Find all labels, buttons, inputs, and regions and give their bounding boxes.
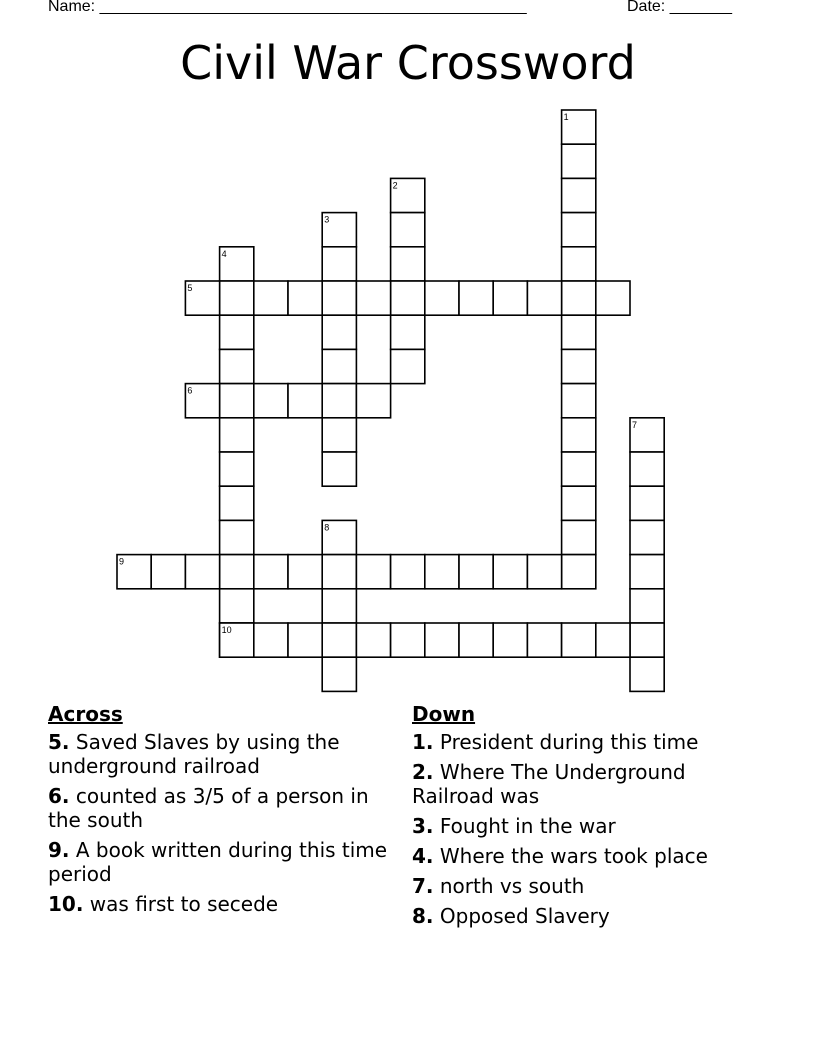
crossword-cell[interactable] [562, 418, 596, 452]
crossword-cell[interactable] [459, 281, 493, 315]
clue-down-1 [412, 730, 772, 754]
clue-text: Saved Slaves by using the underground railroad [48, 730, 340, 778]
crossword-cell[interactable] [185, 555, 219, 589]
crossword-cell[interactable] [220, 315, 254, 349]
clue-number: 6. [48, 784, 70, 808]
clue-text: counted as 3/5 of a person in the south [48, 784, 369, 832]
crossword-cell[interactable] [220, 247, 254, 281]
crossword-cell[interactable] [562, 349, 596, 383]
across-heading: Across [48, 702, 123, 726]
page-title: Civil War Crossword [180, 36, 636, 90]
crossword-cell[interactable] [630, 486, 664, 520]
down-heading: Down [412, 702, 476, 726]
crossword-cell[interactable] [151, 555, 185, 589]
crossword-cell[interactable] [288, 555, 322, 589]
crossword-cell[interactable] [322, 623, 356, 657]
clue-text: was first to secede [89, 892, 279, 916]
clue-down-2 [412, 760, 772, 808]
crossword-cell[interactable] [356, 281, 390, 315]
crossword-cell[interactable] [254, 281, 288, 315]
crossword-cell[interactable] [493, 555, 527, 589]
cell-number: 8 [324, 522, 330, 533]
crossword-cell[interactable] [562, 623, 596, 657]
crossword-cell[interactable] [254, 623, 288, 657]
crossword-cell[interactable] [322, 452, 356, 486]
crossword-cell[interactable] [630, 589, 664, 623]
crossword-cell[interactable] [185, 281, 219, 315]
crossword-cell[interactable] [220, 384, 254, 418]
crossword-cell[interactable] [562, 555, 596, 589]
crossword-cell[interactable] [220, 281, 254, 315]
clue-number: 3. [412, 814, 434, 838]
clue-down-3 [412, 814, 772, 838]
crossword-cell[interactable] [220, 486, 254, 520]
clue-number: 4. [412, 844, 434, 868]
crossword-cell[interactable] [630, 452, 664, 486]
crossword-cell[interactable] [562, 486, 596, 520]
clue-number: 1. [412, 730, 434, 754]
crossword-cell[interactable] [391, 213, 425, 247]
crossword-cell[interactable] [391, 178, 425, 212]
crossword-cell[interactable] [562, 178, 596, 212]
clue-text: Where The Underground Railroad was [412, 760, 686, 808]
crossword-cell[interactable] [117, 555, 151, 589]
crossword-cell[interactable] [527, 555, 561, 589]
crossword-cell[interactable] [322, 315, 356, 349]
cell-number: 10 [221, 625, 232, 635]
crossword-cell[interactable] [322, 349, 356, 383]
crossword-cell[interactable] [459, 623, 493, 657]
crossword-cell[interactable] [322, 555, 356, 589]
clue-down-4 [412, 844, 772, 868]
crossword-cell[interactable] [220, 349, 254, 383]
clue-text: north vs south [439, 874, 585, 898]
crossword-cell[interactable] [562, 384, 596, 418]
crossword-cell[interactable] [391, 349, 425, 383]
crossword-cell[interactable] [459, 555, 493, 589]
crossword-cell[interactable] [630, 555, 664, 589]
clue-text: Opposed Slavery [439, 904, 610, 928]
crossword-cell[interactable] [630, 418, 664, 452]
crossword-cell[interactable] [322, 281, 356, 315]
name-field-label: Name: ________________________________________________ [48, 0, 527, 15]
crossword-cell[interactable] [630, 520, 664, 554]
crossword-cell[interactable] [391, 623, 425, 657]
crossword-cell[interactable] [220, 623, 254, 657]
clue-across-10 [48, 892, 388, 916]
clue-text: A book written during this time period [48, 838, 388, 886]
clue-number: 9. [48, 838, 70, 862]
crossword-cell[interactable] [254, 384, 288, 418]
crossword-cell[interactable] [185, 384, 219, 418]
cell-number: 1 [563, 112, 569, 122]
crossword-cell[interactable] [562, 247, 596, 281]
crossword-cell[interactable] [322, 247, 356, 281]
crossword-cell[interactable] [356, 623, 390, 657]
crossword-cell[interactable] [220, 520, 254, 554]
crossword-cell[interactable] [562, 281, 596, 315]
crossword-cell[interactable] [220, 555, 254, 589]
clue-text: Where the wars took place [439, 844, 708, 868]
clue-text: President during this time [439, 730, 699, 754]
crossword-cell[interactable] [630, 657, 664, 691]
crossword-cell[interactable] [562, 452, 596, 486]
crossword-cell[interactable] [493, 281, 527, 315]
down-clues [412, 702, 772, 934]
crossword-cell[interactable] [562, 520, 596, 554]
crossword-cell[interactable] [425, 281, 459, 315]
clue-text: Fought in the war [439, 814, 616, 838]
date-field-label: Date: _______ [627, 0, 732, 15]
crossword-cell[interactable] [288, 384, 322, 418]
cell-number: 7 [632, 419, 638, 430]
crossword-cell[interactable] [288, 281, 322, 315]
crossword-cell[interactable] [562, 213, 596, 247]
clue-number: 10. [48, 892, 84, 916]
crossword-cell[interactable] [425, 555, 459, 589]
crossword-cell[interactable] [562, 315, 596, 349]
across-clues [48, 702, 388, 922]
crossword-cell[interactable] [220, 418, 254, 452]
crossword-cell[interactable] [356, 384, 390, 418]
crossword-cell[interactable] [425, 623, 459, 657]
crossword-cell[interactable] [322, 213, 356, 247]
cell-number: 4 [221, 248, 227, 259]
crossword-cell[interactable] [562, 144, 596, 178]
clue-number: 2. [412, 760, 434, 784]
cell-number: 5 [187, 283, 193, 293]
crossword-cell[interactable] [596, 623, 630, 657]
cell-number: 3 [324, 214, 330, 225]
clue-number: 5. [48, 730, 70, 754]
crossword-cell[interactable] [220, 452, 254, 486]
crossword-cell[interactable] [356, 555, 390, 589]
crossword-cell[interactable] [391, 247, 425, 281]
crossword-cell[interactable] [254, 555, 288, 589]
crossword-cell[interactable] [322, 418, 356, 452]
crossword-cell[interactable] [630, 623, 664, 657]
crossword-cell[interactable] [562, 110, 596, 144]
cell-number: 2 [392, 180, 398, 191]
worksheet-header [48, 0, 748, 18]
clue-across-5 [48, 730, 388, 778]
crossword-cell[interactable] [322, 589, 356, 623]
crossword-cell[interactable] [527, 623, 561, 657]
cell-number: 6 [187, 385, 193, 396]
clue-across-9 [48, 838, 388, 886]
crossword-cell[interactable] [288, 623, 322, 657]
clue-across-6 [48, 784, 388, 832]
crossword-cell[interactable] [391, 315, 425, 349]
crossword-cell[interactable] [527, 281, 561, 315]
cell-number: 9 [119, 556, 125, 567]
crossword-cell[interactable] [493, 623, 527, 657]
clue-down-7 [412, 874, 772, 898]
crossword-cell[interactable] [391, 555, 425, 589]
crossword-cell[interactable] [596, 281, 630, 315]
clue-number: 7. [412, 874, 434, 898]
crossword-cell[interactable] [322, 520, 356, 554]
crossword-cell[interactable] [322, 657, 356, 691]
crossword-cell[interactable] [391, 281, 425, 315]
crossword-cell[interactable] [220, 589, 254, 623]
crossword-cell[interactable] [322, 384, 356, 418]
clue-number: 8. [412, 904, 434, 928]
clue-down-8 [412, 904, 772, 928]
